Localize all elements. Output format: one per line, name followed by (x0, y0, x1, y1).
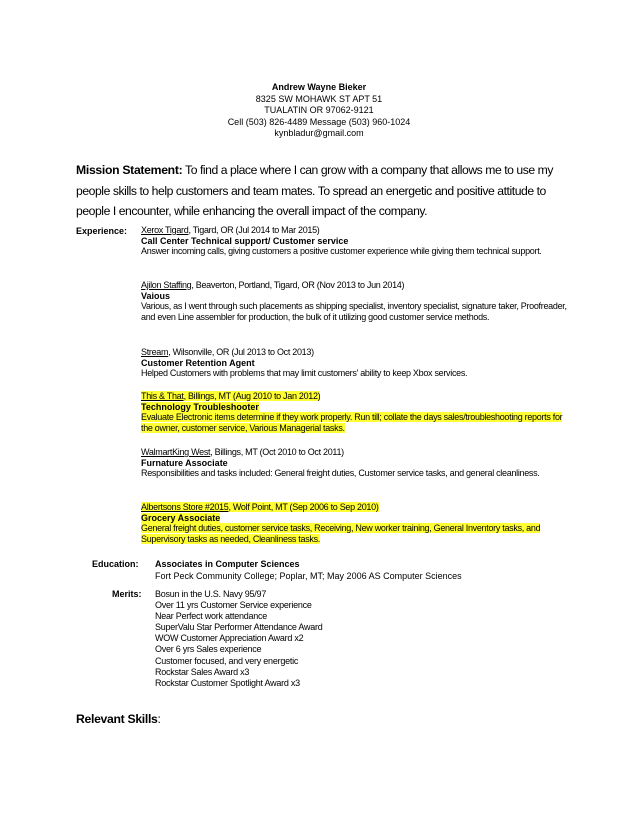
job-title: Customer Retention Agent (141, 357, 255, 368)
contact-email: kynbladur@gmail.com (274, 128, 364, 138)
job-entry (141, 225, 571, 257)
contact-header (0, 82, 638, 140)
merit-item: WOW Customer Appreciation Award x2 (155, 633, 304, 644)
contact-name: Andrew Wayne Bieker (271, 82, 367, 92)
experience-label: Experience: (76, 226, 128, 236)
mission-statement (76, 160, 556, 222)
job-details: , Wilsonville, OR (Jul 2013 to Oct 2013) (168, 347, 314, 357)
merit-item: Customer focused, and very energetic (155, 655, 299, 666)
job-description: Responsibilities and tasks included: General freight duties, Customer service tasks, and general cleanliness. (141, 468, 540, 479)
job-title: Technology Troubleshooter (141, 401, 259, 412)
job-entry (141, 391, 571, 433)
job-entry (141, 502, 571, 544)
job-title: Call Center Technical support/ Customer service (141, 235, 349, 246)
merit-item: Bosun in the U.S. Navy 95/97 (155, 589, 267, 599)
merit-item: Over 6 yrs Sales experience (155, 644, 262, 655)
education-degree: Associates in Computer Sciences (155, 559, 300, 569)
merit-item: Rockstar Sales Award x3 (155, 666, 250, 677)
job-entry (141, 280, 571, 322)
job-entry (141, 347, 571, 379)
mission-label: Mission Statement: (76, 163, 183, 177)
contact-phone: Cell (503) 826-4489 Message (503) 960-1024 (227, 116, 411, 127)
job-title: Grocery Associate (141, 512, 221, 523)
job-details: , Tigard, OR (Jul 2014 to Mar 2015) (188, 225, 320, 235)
education-details: Fort Peck Community College; Poplar, MT; May 2006 AS Computer Sciences (155, 570, 462, 581)
job-details: , Billings, MT (Oct 2010 to Oct 2011) (210, 447, 344, 457)
relevant-skills-label: Relevant Skills (76, 712, 158, 726)
job-company: Albertsons Store #2015 (141, 502, 229, 512)
job-details: , Wolf Point, MT (Sep 2006 to Sep 2010) (228, 502, 379, 512)
job-description: General freight duties, customer service tasks, Receiving, New worker training, General Inventory tasks, and Supervisory tasks as needed, Cleanliness tasks. (141, 523, 541, 544)
merit-item: Near Perfect work attendance (155, 611, 268, 622)
job-description: Helped Customers with problems that may limit customers' ability to keep Xbox services. (141, 368, 468, 379)
job-description: Various, as I went through such placements as shipping specialist, inventory specialist, signature taker, Proofreader, and even Line assembler for production, the bulk of it utilizing good customer service methods. (141, 301, 567, 322)
job-title: Vaious (141, 290, 171, 301)
education-label: Education: (92, 559, 139, 569)
job-title: Furnature Associate (141, 457, 228, 468)
job-details: , Billings, MT (Aug 2010 to Jan 2012) (183, 391, 321, 401)
job-company: This & That (141, 391, 184, 401)
education-block (155, 559, 462, 582)
job-details: , Beaverton, Portland, Tigard, OR (Nov 2013 to Jun 2014) (191, 280, 405, 290)
mission-text: To find a place where I can grow with a company that allows me to use my people skills to help customers and team mates. To spread an energetic and positive attitude to people I encounter, while enhancing the overall impact of the company. (76, 163, 554, 218)
merit-item: SuperValu Star Performer Attendance Award (155, 622, 323, 633)
merits-label: Merits: (112, 589, 142, 599)
job-description: Evaluate Electronic items determine if they work properly. Run till; collate the days sales/troubleshooting reports for the owner, customer service, Various Managerial tasks. (141, 412, 563, 433)
relevant-skills-heading (76, 712, 161, 726)
job-company: Ajilon Staffing (141, 280, 192, 290)
relevant-skills-colon: : (157, 712, 161, 726)
job-company: WalmartKing West (141, 447, 211, 457)
job-company: Stream (141, 347, 169, 357)
contact-address: 8325 SW MOHAWK ST APT 51 (255, 93, 383, 104)
merits-list (155, 589, 323, 689)
contact-city: TUALATIN OR 97062-9121 (264, 105, 374, 115)
job-company: Xerox Tigard (141, 225, 189, 235)
job-entry (141, 447, 571, 479)
job-description: Answer incoming calls, giving customers a positive customer experience while giving them technical support. (141, 246, 542, 257)
merit-item: Rockstar Customer Spotlight Award x3 (155, 677, 300, 688)
merit-item: Over 11 yrs Customer Service experience (155, 600, 312, 611)
